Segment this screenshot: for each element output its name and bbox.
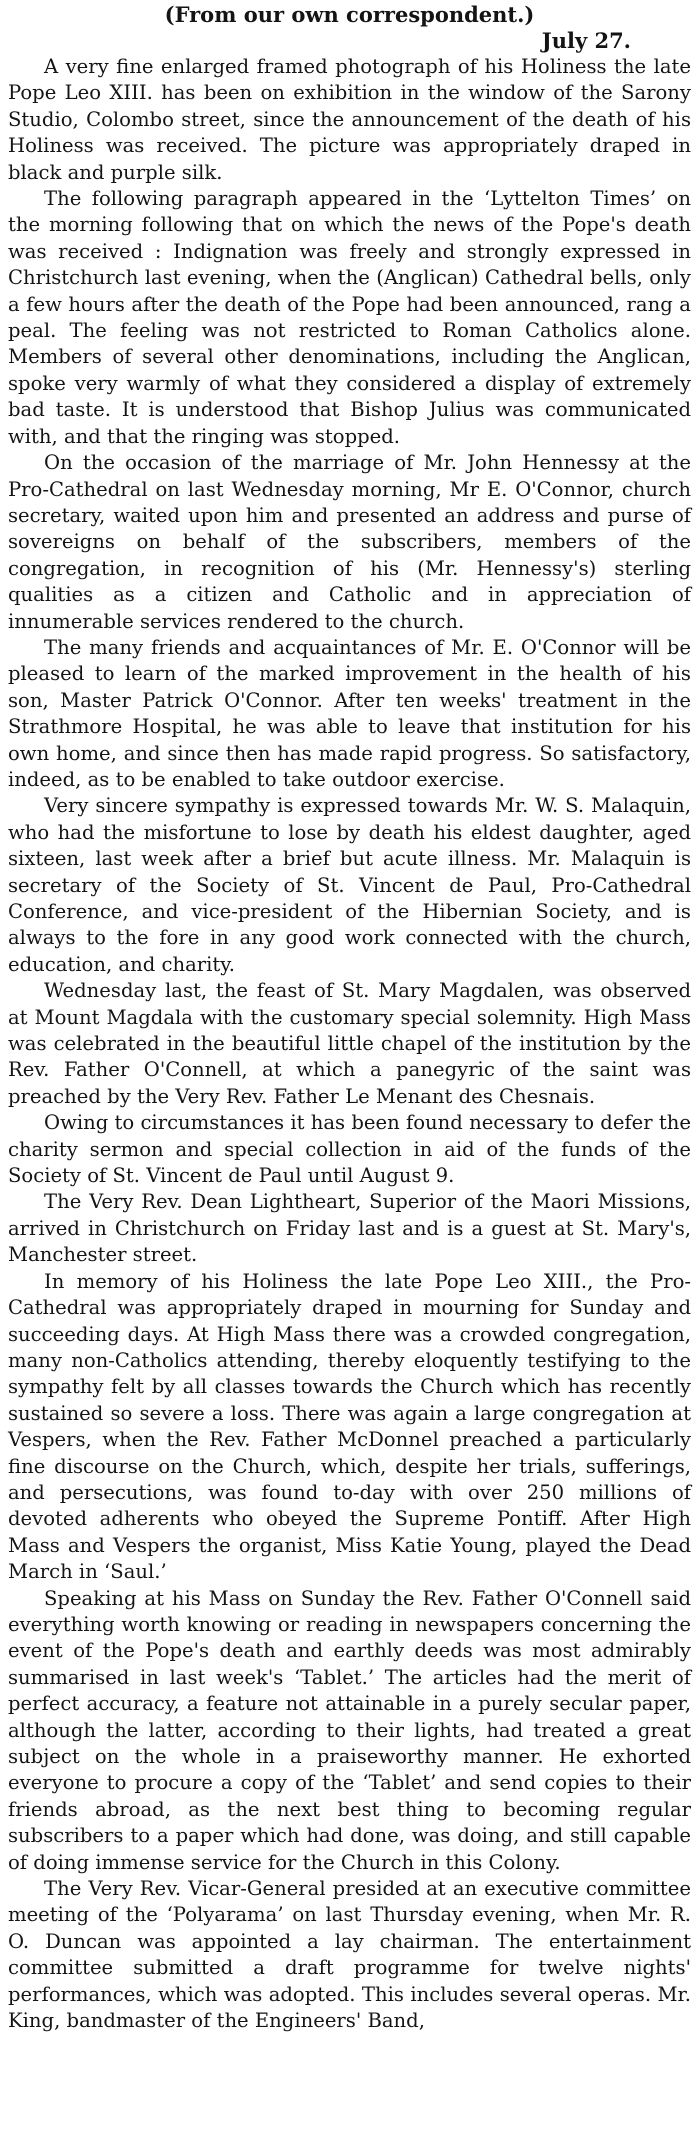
paragraph-dean-lightheart: The Very Rev. Dean Lightheart, Superior of the Maori Missions, arrived in Christchurch on Friday last and is a guest at St. Mary's, Manchester street. — [8, 1190, 691, 1267]
paragraph-tablet-praise: Speaking at his Mass on Sunday the Rev. Father O'Connell said everything worth knowing or reading in newspapers concerning the event of the Pope's death and earthly deeds was most admirably summarised in last week's ‘Tablet.’ The articles had the merit of perfect accuracy, a feature not attainable in a purely secular paper, although the latter, according to their lights, had treated a great subject on the whole in a praiseworthy manner. He exhorted everyone to procure a copy of the ‘Tablet’ and send copies to their friends abroad, as the next best thing to becoming regular subscribers to a paper which had done, was doing, and still capable of doing immense service for the Church in this Colony. — [8, 1586, 691, 1874]
paragraph-oconnor-health: The many friends and acquaintances of Mr. E. O'Connor will be pleased to learn of the marked improvement in the health of his son, Master Patrick O'Connor. After ten weeks' treatment in the Strathmore Hospital, he was able to leave that institution for his own home, and since then has made rapid progress. So satisfactory, indeed, as to be enabled to take outdoor exercise. — [8, 635, 691, 791]
dateline: July 27. — [541, 28, 631, 53]
paragraph-cathedral-bells: The following paragraph appeared in the ‘Lyttelton Times’ on the morning following that on which the news of the Pope's death was received : Indignation was freely and strongly expressed in Christchurch last evening, when the (Anglican) Cathedral bells, only a few hours after the death of the Pope had been announced, rang a peal. The feeling was not restricted to Roman Catholics alone. Members of several other denominations, including the Anglican, spoke very warmly of what they considered a display of extremely bad taste. It is understood that Bishop Julius was communicated with, and that the ringing was stopped. — [8, 187, 691, 448]
paragraph-mary-magdalen-feast: Wednesday last, the feast of St. Mary Magdalen, was observed at Mount Magdala with the customary special solemnity. High Mass was celebrated in the beautiful little chapel of the institution by the Rev. Father O'Connell, at which a panegyric of the saint was preached by the Very Rev. Father Le Menant des Chesnais. — [8, 979, 691, 1108]
paragraph-malaquin-sympathy: Very sincere sympathy is expressed towards Mr. W. S. Malaquin, who had the misfortune to lose by death his eldest daughter, aged sixteen, last week after a brief but acute illness. Mr. Malaquin is secretary of the Society of St. Vincent de Paul, Pro-Cathedral Conference, and vice-president of the Hibernian Society, and is always to the fore in any good work connected with the church, education, and charity. — [8, 794, 691, 976]
paragraph-charity-sermon: Owing to circumstances it has been found necessary to defer the charity sermon and special collection in aid of the funds of the Society of St. Vincent de Paul until August 9. — [8, 1111, 691, 1188]
correspondent-byline: (From our own correspondent.) — [164, 2, 535, 27]
paragraph-polyarama-meeting: The Very Rev. Vicar-General presided at an executive committee meeting of the ‘Polyarama’ on last Thursday evening, when Mr. R. O. Duncan was appointed a lay chairman. The entertainment committee submitted a draft programme for twelve nights' performances, which was adopted. This includes several operas. Mr. King, bandmaster of the Engineers' Band, — [8, 1877, 691, 2033]
paragraph-hennessy-marriage: On the occasion of the marriage of Mr. John Hennessy at the Pro-Cathedral on last Wednesday morning, Mr E. O'Connor, church secretary, waited upon him and presented an address and purse of sovereigns on behalf of the subscribers, members of the congregation, in recognition of his (Mr. Hennessy's) sterling qualities as a citizen and Catholic and in appreciation of innumerable services rendered to the church. — [8, 451, 691, 633]
paragraph-pro-cathedral-mourning: In memory of his Holiness the late Pope Leo XIII., the Pro-Cathedral was appropriately draped in mourning for Sunday and succeeding days. At High Mass there was a crowded congregation, many non-Catholics attending, thereby eloquently testifying to the sympathy felt by all classes towards the Church which has recently sustained so severe a loss. There was again a large congregation at Vespers, when the Rev. Father McDonnel preached a particularly fine discourse on the Church, which, despite her trials, sufferings, and persecutions, was found to-day with over 250 millions of devoted adherents who obeyed the Supreme Pontiff. After High Mass and Vespers the organist, Miss Katie Young, played the Dead March in ‘Saul.’ — [8, 1269, 691, 1584]
paragraph-pope-photograph: A very fine enlarged framed photograph of his Holiness the late Pope Leo XIII. has been on exhibition in the window of the Sarony Studio, Colombo street, since the announcement of the death of his Holiness was received. The picture was appropriately draped in black and purple silk. — [8, 55, 691, 184]
